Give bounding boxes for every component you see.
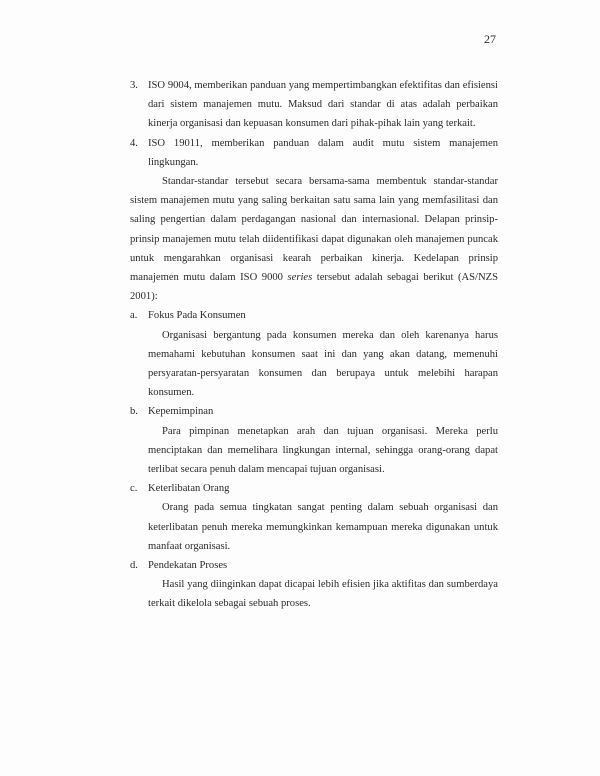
list-marker: 3.: [130, 80, 138, 91]
list-item-iso-19011: [130, 134, 498, 172]
principle-heading: [130, 306, 498, 325]
principle-kepemimpinan: [130, 402, 498, 479]
principle-heading: [130, 556, 498, 575]
principle-keterlibatan-orang: [130, 479, 498, 556]
principle-title: Kepemimpinan: [148, 406, 214, 418]
list-item-text: ISO 19011, memberikan panduan dalam audit mutu sistem manajemen lingkungan.: [148, 137, 498, 168]
principle-body: [130, 422, 498, 480]
intro-text-italic: series: [287, 272, 313, 284]
principle-fokus-pada-konsumen: [130, 306, 498, 402]
principle-marker: b.: [130, 406, 138, 418]
principle-title: Pendekatan Proses: [148, 560, 228, 572]
list-item-text: ISO 9004, memberikan panduan yang mempertimbangkan efektifitas dan efisiensi dari sistem manajemen mutu. Maksud dari standar di atas adalah perbaikan kinerja organisasi dan kepuasan konsumen dari pihak-pihak lain yang terkait.: [148, 80, 498, 130]
principle-pendekatan-proses: [130, 556, 498, 614]
intro-text-start: Standar-standar tersebut secara bersama-sama membentuk standar-standar sistem manajemen mutu yang saling berkaitan satu sama lain yang memfasilitasi dan saling pengertian dalam perdagangan nasional dan internasional. Delapan prinsip-prinsip manajemen mutu telah diidentifikasi dapat digunakan oleh manajemen puncak untuk mengarahkan organisasi kearah perbaikan kinerja. Kedelapan prinsip manajemen mutu dalam ISO 9000: [130, 176, 498, 284]
principle-text: Orang pada semua tingkatan sangat penting dalam sebuah organisasi dan keterlibatan penuh mereka memungkinkan kemampuan mereka digunakan untuk manfaat organisasi.: [148, 502, 498, 552]
intro-paragraph: [130, 172, 498, 306]
principle-marker: c.: [130, 483, 138, 495]
list-item-iso-9004: [130, 76, 498, 134]
principle-title: Keterlibatan Orang: [148, 483, 230, 495]
principle-text: Para pimpinan menetapkan arah dan tujuan organisasi. Mereka perlu menciptakan dan memelihara lingkungan internal, sehingga orang-orang dapat terlibat secara penuh dalam mencapai tujuan organisasi.: [148, 425, 498, 476]
principle-title: Fokus Pada Konsumen: [148, 310, 246, 322]
principle-marker: a.: [130, 310, 138, 322]
principle-body: [130, 326, 498, 403]
principle-body: [130, 498, 498, 556]
page-number: 27: [484, 32, 496, 46]
principle-text: Organisasi bergantung pada konsumen mereka dan oleh karenanya harus memahami kebutuhan konsumen saat ini dan yang akan datang, memenuhi persyaratan-persyaratan konsumen dan berupaya untuk melebihi harapan konsumen.: [148, 329, 498, 399]
principle-text: Hasil yang diinginkan dapat dicapai lebih efisien jika aktifitas dan sumberdaya terkait dikelola sebagai sebuah proses.: [148, 579, 498, 610]
principle-body: [130, 575, 498, 613]
list-marker: 4.: [130, 137, 138, 149]
principle-heading: [130, 479, 498, 498]
principle-heading: [130, 402, 498, 421]
principle-marker: d.: [130, 560, 138, 572]
page-content: [130, 76, 498, 614]
intro-text-end: tersebut adalah sebagai berikut (AS/NZS 2001):: [130, 272, 498, 303]
